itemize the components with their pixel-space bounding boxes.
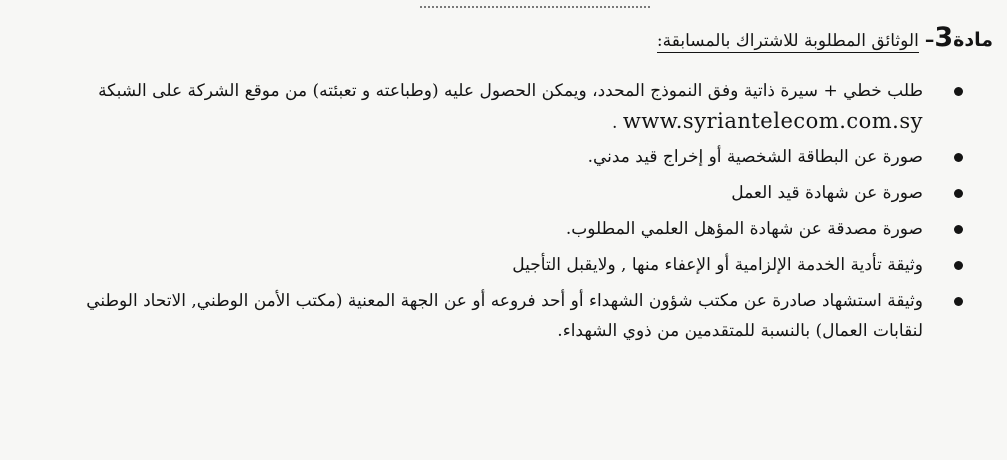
list-item [83, 76, 963, 138]
bullet-icon [954, 189, 963, 198]
article-heading [657, 22, 993, 53]
item-text-line: طلب خطي + سيرة ذاتية وفق النموذج المحدد، ويمكن الحصول عليه (وطباعته و تعبئته) من موقع الشركة على الشبكة [98, 81, 923, 101]
list-item [83, 286, 963, 346]
item-url-line [83, 106, 923, 138]
bullet-icon [954, 297, 963, 306]
list-item [83, 178, 963, 208]
website-url: www.syriantelecom.com.sy [622, 109, 923, 133]
bullet-icon [954, 261, 963, 270]
bullet-icon [954, 87, 963, 96]
url-suffix: . [612, 113, 618, 133]
item-text: صورة مصدقة عن شهادة المؤهل العلمي المطلوب. [565, 219, 923, 239]
list-item [83, 142, 963, 172]
required-documents-list [83, 76, 963, 352]
article-dash: – [924, 29, 935, 51]
section-title: الوثائق المطلوبة للاشتراك بالمسابقة: [656, 31, 919, 51]
item-text: وثيقة تأدية الخدمة الإلزامية أو الإعفاء منها , ولايقبل التأجيل [512, 255, 923, 275]
article-number-label [925, 22, 993, 53]
bullet-icon [954, 153, 963, 162]
list-item [83, 250, 963, 280]
article-word: مادة [953, 29, 993, 51]
item-text-line: وثيقة استشهاد صادرة عن مكتب شؤون الشهداء أو أحد فروعه أو عن الجهة المعنية (مكتب الأمن الوطني, الاتحاد الوطني [86, 291, 923, 311]
item-text: صورة عن شهادة قيد العمل [731, 183, 923, 203]
cropped-previous-line [420, 0, 650, 8]
article-number: 3 [934, 22, 954, 53]
list-item [83, 214, 963, 244]
item-text-line: لنقابات العمال) بالنسبة للمتقدمين من ذوي الشهداء. [557, 321, 923, 341]
item-text: صورة عن البطاقة الشخصية أو إخراج قيد مدني. [587, 147, 923, 167]
bullet-icon [954, 225, 963, 234]
